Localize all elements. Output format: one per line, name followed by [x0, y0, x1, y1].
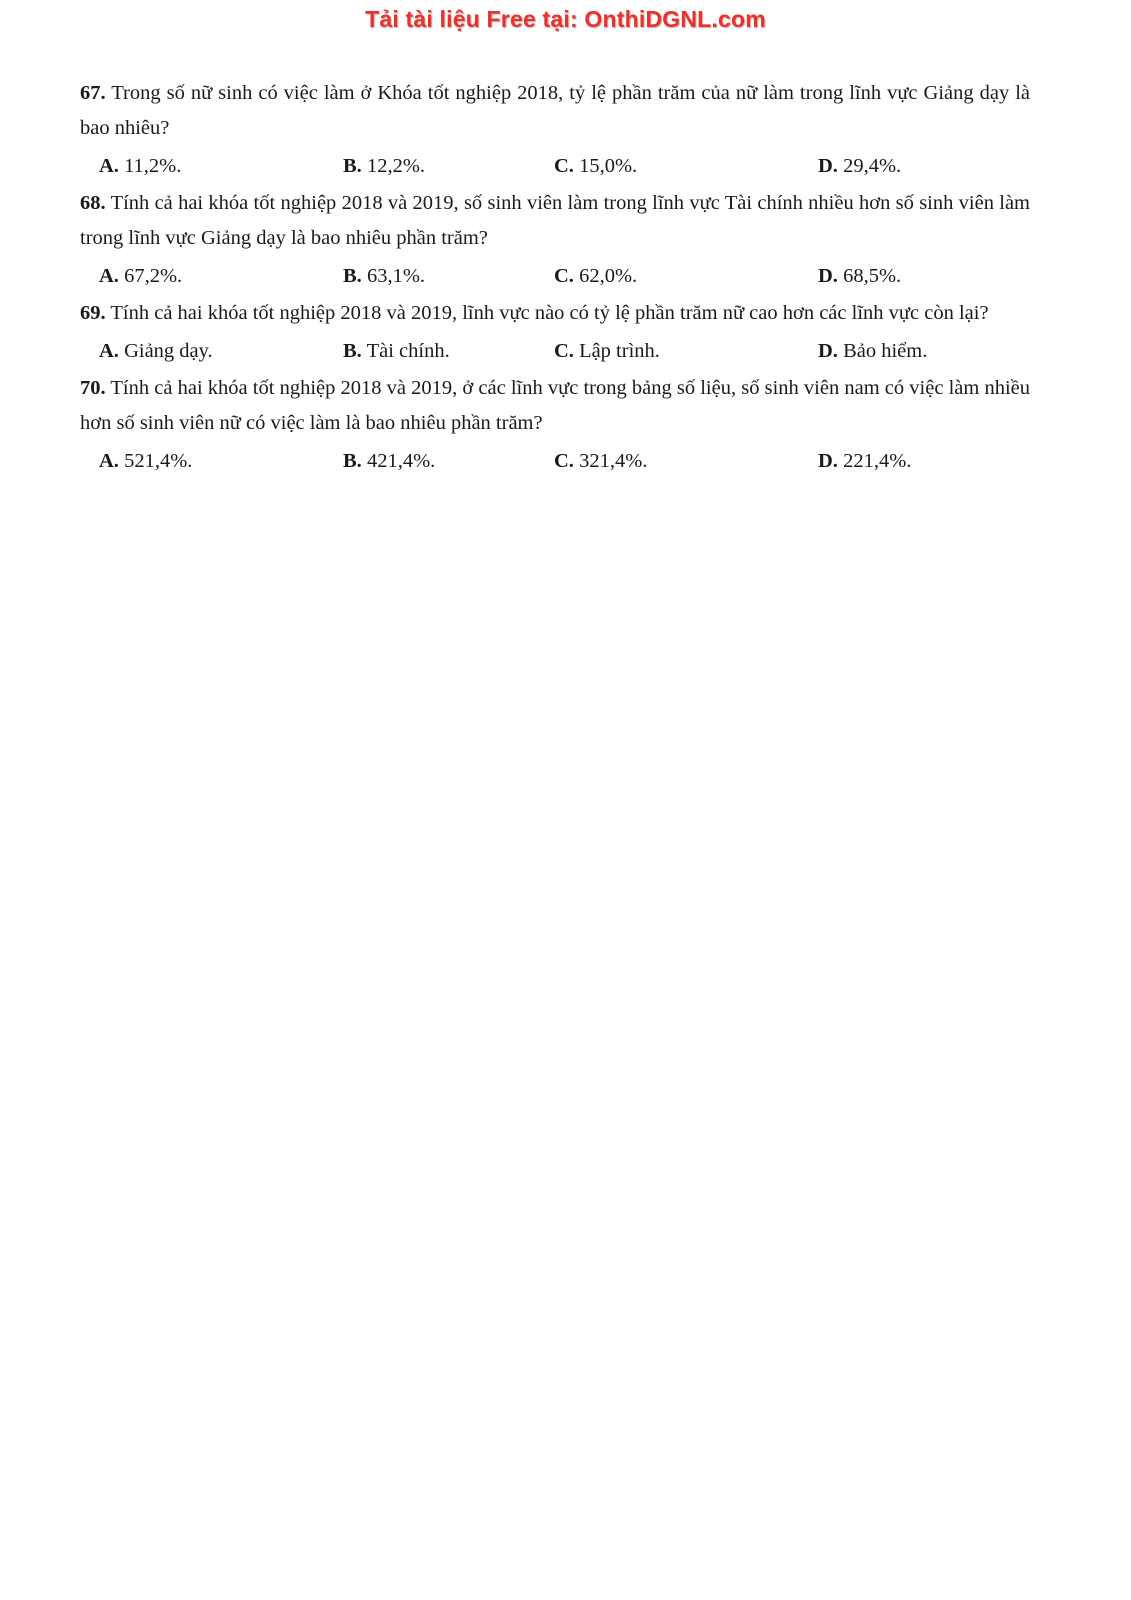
question-70 [80, 371, 1030, 479]
option-letter: A. [99, 450, 119, 472]
option-letter: D. [818, 155, 838, 177]
page-header-watermark: Tải tài liệu Free tại: OnthiDGNL.com [365, 6, 766, 32]
option-letter: D. [818, 340, 838, 362]
answer-options [80, 333, 1030, 369]
option-letter: D. [818, 450, 838, 472]
question-text [80, 371, 1030, 441]
question-69 [80, 296, 1030, 369]
option-letter: C. [554, 340, 574, 362]
option-letter: B. [343, 450, 362, 472]
option-c[interactable] [554, 148, 637, 184]
question-number: 67. [80, 82, 106, 104]
option-a[interactable] [99, 333, 213, 369]
option-letter: C. [554, 265, 574, 287]
option-text: 62,0%. [579, 265, 638, 287]
option-letter: C. [554, 450, 574, 472]
option-b[interactable] [343, 148, 425, 184]
question-number: 69. [80, 302, 106, 324]
option-c[interactable] [554, 258, 637, 294]
question-body: Tính cả hai khóa tốt nghiệp 2018 và 2019, số sinh viên làm trong lĩnh vực Tài chính nhiều hơn số sinh viên làm trong lĩnh vực Giảng dạy là bao nhiêu phần trăm? [80, 192, 1030, 249]
question-body: Tính cả hai khóa tốt nghiệp 2018 và 2019, lĩnh vực nào có tỷ lệ phần trăm nữ cao hơn các lĩnh vực còn lại? [110, 302, 989, 324]
option-text: 29,4%. [843, 155, 902, 177]
option-text: Bảo hiểm. [843, 340, 928, 362]
option-d[interactable] [818, 148, 901, 184]
question-text [80, 296, 1030, 331]
option-text: Giảng dạy. [124, 340, 213, 362]
option-d[interactable] [818, 333, 927, 369]
option-letter: A. [99, 340, 119, 362]
question-text [80, 186, 1030, 256]
option-a[interactable] [99, 148, 181, 184]
option-letter: D. [818, 265, 838, 287]
option-c[interactable] [554, 443, 647, 479]
question-list [80, 76, 1030, 481]
option-d[interactable] [818, 258, 901, 294]
option-text: 221,4%. [843, 450, 912, 472]
option-a[interactable] [99, 258, 182, 294]
option-text: 521,4%. [124, 450, 193, 472]
option-letter: C. [554, 155, 574, 177]
option-letter: A. [99, 155, 119, 177]
option-a[interactable] [99, 443, 192, 479]
answer-options [80, 258, 1030, 294]
option-letter: B. [343, 265, 362, 287]
question-text [80, 76, 1030, 146]
option-text: 15,0%. [579, 155, 638, 177]
option-text: Lập trình. [579, 340, 660, 362]
option-c[interactable] [554, 333, 660, 369]
option-text: 63,1%. [366, 265, 426, 287]
option-text: 421,4%. [366, 450, 436, 472]
option-b[interactable] [343, 443, 435, 479]
option-letter: B. [343, 155, 362, 177]
question-body: Trong số nữ sinh có việc làm ở Khóa tốt nghiệp 2018, tỷ lệ phần trăm của nữ làm trong lĩnh vực Giảng dạy là bao nhiêu? [80, 82, 1030, 139]
option-d[interactable] [818, 443, 911, 479]
option-text: 321,4%. [579, 450, 648, 472]
question-number: 68. [80, 192, 106, 214]
option-text: 12,2%. [366, 155, 426, 177]
question-68 [80, 186, 1030, 294]
option-b[interactable] [343, 333, 450, 369]
option-letter: A. [99, 265, 119, 287]
option-text: 11,2%. [124, 155, 182, 177]
question-67 [80, 76, 1030, 184]
answer-options [80, 148, 1030, 184]
option-b[interactable] [343, 258, 425, 294]
option-letter: B. [343, 340, 362, 362]
answer-options [80, 443, 1030, 479]
option-text: 67,2%. [124, 265, 183, 287]
option-text: Tài chính. [366, 340, 450, 362]
option-text: 68,5%. [843, 265, 902, 287]
question-body: Tính cả hai khóa tốt nghiệp 2018 và 2019, ở các lĩnh vực trong bảng số liệu, số sinh viên nam có việc làm nhiều hơn số sinh viên nữ có việc làm là bao nhiêu phần trăm? [80, 377, 1030, 434]
question-number: 70. [80, 377, 106, 399]
